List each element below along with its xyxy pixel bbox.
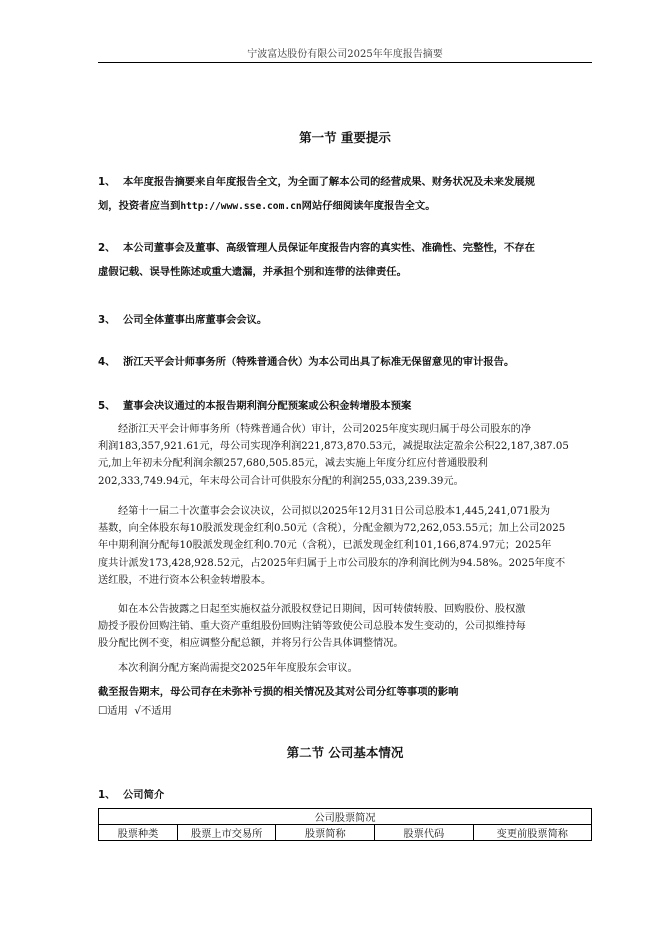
item-text: 划，投资者应当到 — [98, 200, 181, 212]
item-number: 4、 — [98, 356, 116, 368]
item-number: 3、 — [98, 314, 116, 326]
text-line: 送红股，不进行资本公积金转增股本。 — [98, 574, 272, 586]
notice-item-3 — [98, 308, 592, 332]
header-cell: 股票上市交易所 — [177, 825, 276, 841]
item-text: 公司简介 — [123, 789, 165, 801]
header-cell: 变更前股票简称 — [473, 825, 591, 841]
text-line: 本次利润分配方案尚需提交2025年年度股东会审议。 — [118, 663, 358, 674]
text-line: 202,333,749.94元，年末母公司合计可供股东分配的利润255,033,239.39元。 — [98, 475, 464, 487]
company-profile-heading — [98, 783, 592, 807]
notice-item-4 — [98, 350, 592, 374]
header-rule — [98, 62, 592, 63]
page-header: 宁波富达股份有限公司2025年年度报告摘要 — [247, 49, 443, 60]
stock-summary-table — [98, 808, 592, 841]
item-text: 本公司董事会及董事、高级管理人员保证年度报告内容的真实性、准确性、完整性，不存在 — [123, 242, 535, 254]
table-header-row — [99, 825, 592, 841]
item-number: 1、 — [98, 176, 116, 188]
item-text: 网站仔细阅读年度报告全文。 — [301, 200, 436, 212]
table-caption: 公司股票简况 — [99, 809, 592, 825]
audit-paragraph — [98, 421, 592, 490]
item-text: 董事会决议通过的本报告期利润分配预案或公积金转增股本预案 — [123, 400, 412, 412]
item-text: 虚假记载、误导性陈述或重大遗漏，并承担个别和连带的法律责任。 — [98, 266, 407, 278]
notice-item-1 — [98, 170, 592, 219]
adjustment-paragraph — [98, 601, 592, 653]
item-text: 公司全体董事出席董事会会议。 — [123, 314, 268, 326]
header-cell: 股票种类 — [99, 825, 178, 841]
applicable-label: 适用 — [107, 705, 128, 717]
sse-link[interactable]: http://www.sse.com.cn — [180, 201, 302, 212]
notice-item-2 — [98, 236, 592, 284]
text-line: 利润183,357,921.61元，母公司实现净利润221,873,870.53元，减提取法定盈余公积22,187,387.05 — [98, 441, 569, 453]
header-cell: 股票代码 — [375, 825, 474, 841]
dividend-paragraph — [98, 503, 592, 589]
section-1-title: 第一节 重要提示 — [299, 130, 391, 145]
text-line: 股分配比例不变，相应调整分配总额，并将另行公告具体调整情况。 — [98, 638, 404, 650]
text-line: 励授予股份回购注销、重大资产重组股份回购注销等致使公司总股本发生变动的，公司拟维持每 — [98, 621, 526, 633]
text-line: 经第十一届二十次董事会会议决议，公司拟以2025年12月31日公司总股本1,445,241,071股为 — [118, 506, 551, 517]
header-cell: 股票简称 — [276, 825, 375, 841]
notice-item-5 — [98, 394, 592, 418]
check-mark-icon[interactable]: √ — [134, 705, 141, 717]
text-line: 年中期利润分配每10股派发现金红利0.70元（含税），已派发现金红利101,166,874.97元；2025年 — [98, 540, 552, 552]
item-text: 本年度报告摘要来自年度报告全文，为全面了解本公司的经营成果、财务状况及未来发展规 — [123, 176, 535, 188]
item-number: 2、 — [98, 242, 116, 254]
applicability-checkboxes — [98, 702, 172, 717]
not-applicable-label: 不适用 — [140, 705, 172, 717]
section-2-title: 第二节 公司基本情况 — [286, 745, 404, 760]
text-line: 经浙江天平会计师事务所（特殊普通合伙）审计，公司2025年度实现归属于母公司股东的净 — [118, 424, 532, 435]
text-line: 基数，向全体股东每10股派发现金红利0.50元（含税），分配金额为72,262,053.55元；加上公司2025 — [98, 523, 566, 535]
item-number: 5、 — [98, 400, 116, 412]
applicable-checkbox[interactable]: ☐ — [98, 705, 108, 717]
item-number: 1、 — [98, 789, 116, 801]
item-text: 浙江天平会计师事务所（特殊普通合伙）为本公司出具了标准无保留意见的审计报告。 — [123, 356, 515, 368]
text-line: 元,加上年初未分配利润余额257,680,505.85元，减去实施上年度分红应付普通股股利 — [98, 458, 488, 470]
text-line: 度共计派发173,428,928.52元，占2025年归属于上市公司股东的净利润比例为94.58%。2025年度不 — [98, 557, 566, 569]
text-line: 如在本公告披露之日起至实施权益分派股权登记日期间，因可转债转股、回购股份、股权激 — [118, 604, 526, 615]
loss-heading: 截至报告期末，母公司存在未弥补亏损的相关情况及其对公司分红等事项的影响 — [98, 686, 459, 698]
approval-paragraph — [98, 660, 592, 677]
